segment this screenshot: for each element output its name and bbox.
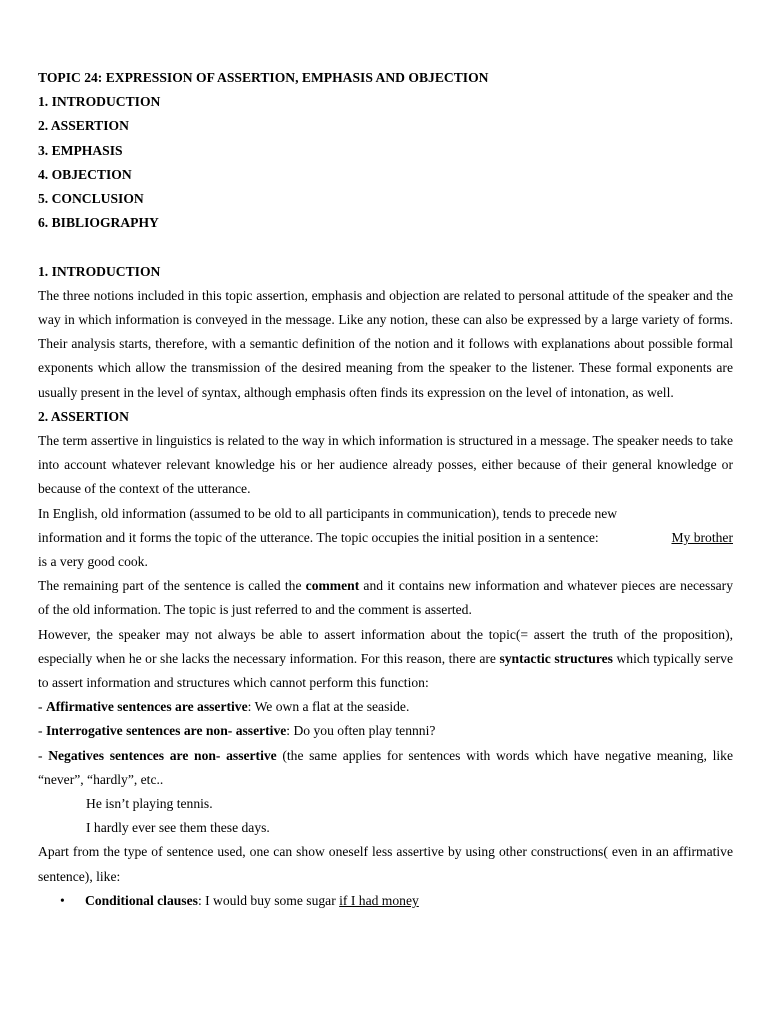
example-sentence: He isn’t playing tennis. [86,796,213,812]
assertion-paragraph-4 [38,623,733,696]
paragraph-line: information and it forms the topic of the utterance. The topic occupies the initial position in a sentence: [38,529,599,545]
list-dash: - [38,747,49,763]
example-phrase: if I had money [339,892,419,908]
text-run: which typically serve to assert information and structures which cannot perform this function: [38,650,733,691]
text-run: : We own a flat at the seaside. [247,699,410,715]
section-heading-assertion: 2. ASSERTION [38,408,129,424]
assertion-paragraph-2-line-3: is a very good cook. [38,554,148,570]
text-run: (the same applies for sentences with words which have negative meaning, like “never”, “hardly”, etc.. [38,747,733,787]
text-run: and it contains new information and whatever pieces are necessary of the old information. The topic is just referred to and the comment is asserted. [38,578,733,618]
toc-item: 1. INTRODUCTION [38,94,161,110]
paragraph-line: In English, old information (assumed to be old to all participants in communication), tends to precede new [38,505,618,521]
toc-item: 4. OBJECTION [38,166,132,182]
text-run: : I would buy some sugar [197,892,340,908]
toc-item: 3. EMPHASIS [38,142,123,158]
text-run: The remaining part of the sentence is called the [38,578,306,594]
toc-item: 5. CONCLUSION [38,191,144,207]
assertion-paragraph-2 [38,502,733,526]
assertion-paragraph-5: Apart from the type of sentence used, one can show oneself less assertive by using other constructions( even in an affirmative sentence), like: [38,844,733,884]
example-sentence: I hardly ever see them these days. [86,820,270,836]
toc-item: 6. BIBLIOGRAPHY [38,215,159,231]
introduction-paragraph: The three notions included in this topic assertion, emphasis and objection are related to personal attitude of the speaker and the way in which information is conveyed in the message. Like any notion, these can also be expressed by a large variety of forms. Their analysis starts, therefore, with a semantic definition of the notion and it follows with explanations about possible formal exponents which allow the transmission of the desired meaning from the speaker to the listener. These formal exponents are usually present in the level of syntax, although emphasis often finds its expression on the level of intonation, as well. [38,287,733,400]
bullet-item [38,889,733,913]
example-phrase: My brother [671,529,733,545]
toc-item: 2. ASSERTION [38,118,129,134]
bold-term: Conditional clauses [85,892,198,908]
section-heading-introduction: 1. INTRODUCTION [38,263,161,279]
list-dash: - [38,723,46,739]
text-run: However, the speaker may not always be able to assert information about the topic(= assert the truth of the proposition), especially when he or she lacks the necessary information. For this reason, there are [38,626,733,666]
list-dash: - [38,699,46,715]
spacer [38,235,733,259]
bold-term: Negatives sentences are non- assertive [48,747,277,763]
bold-term: syntactic structures [499,650,613,666]
bold-term: comment [305,578,360,594]
list-item [38,719,733,743]
assertion-paragraph-3 [38,574,733,622]
assertion-paragraph-2-line-2 [38,526,733,550]
list-item [38,695,733,719]
list-item [38,744,733,792]
bold-term: Interrogative sentences are non- assertive [45,723,287,739]
assertion-paragraph-1: The term assertive in linguistics is related to the way in which information is structured in a message. The speaker needs to take into account whatever relevant knowledge his or her audience already posses, either because of their general knowledge or because of the context of the utterance. [38,433,733,497]
bullet-icon: • [60,892,65,908]
text-run: : Do you often play tennni? [286,723,436,739]
bold-term: Affirmative sentences are assertive [45,699,248,715]
document-title: TOPIC 24: EXPRESSION OF ASSERTION, EMPHASIS AND OBJECTION [38,70,489,85]
document-body [38,66,733,913]
